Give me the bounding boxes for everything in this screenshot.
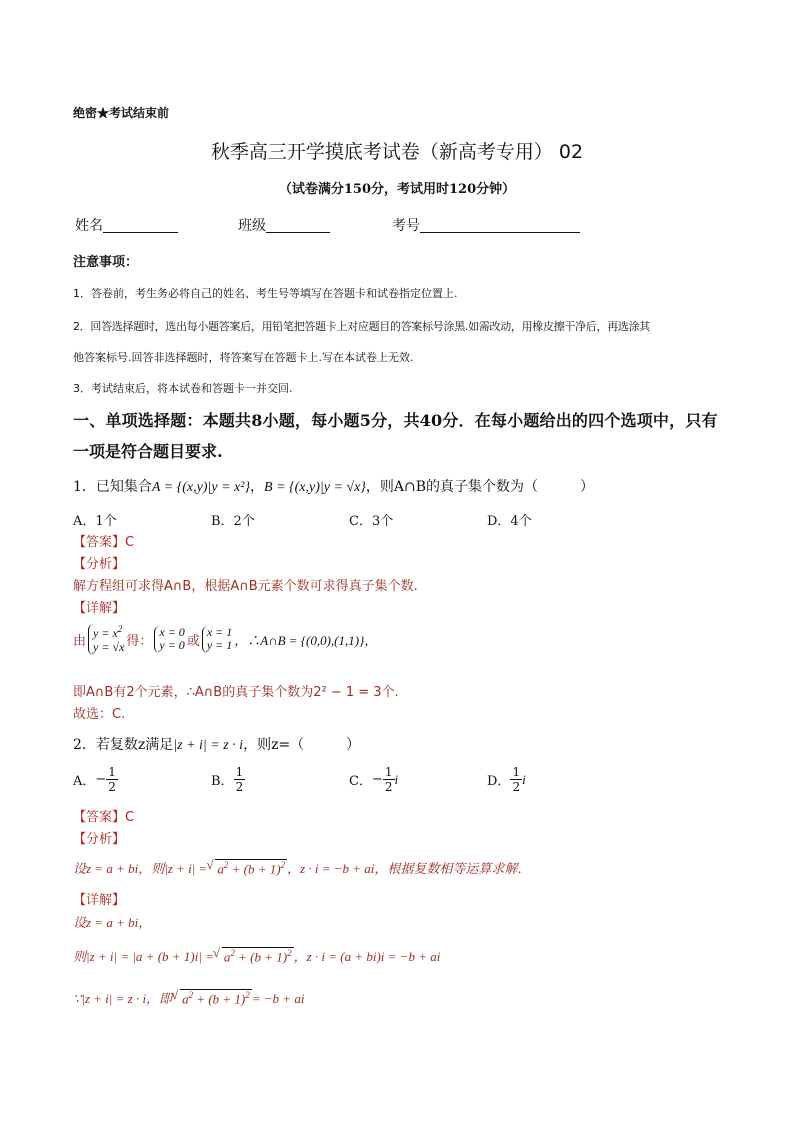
q2-detail-2-sqrt: √ $a^2 + (b + 1)^2$	[222, 947, 294, 965]
q1-analysis: 解方程组可求得A∩B，根据A∩B元素个数可求得真子集个数.	[73, 579, 418, 594]
q1-detail-result: ，∴A∩B = {(0,0),(1,1)}，	[234, 632, 378, 648]
q1-detail-system	[73, 624, 377, 655]
q1-stem: 1．已知集合A = {(x,y)|y = x²}，B = {(x,y)|y = √x}，则A∩B的真子集个数为（ ）	[73, 479, 595, 495]
q2-stem	[73, 734, 360, 754]
q2-option-b-value: $\frac{1}{2}$	[235, 765, 244, 794]
notes-item-2b: 他答案标号.回答非选择题时，将答案写在答题卡上.写在本试卷上无效.	[73, 351, 414, 364]
secret-mark: 绝密★考试结束前	[73, 106, 170, 120]
notes-item-1: 1．答卷前，考生务必将自己的姓名、考生号等填写在答题卡和试卷指定位置上.	[73, 287, 458, 300]
notes-item-2a: 2．回答选择题时，选出每小题答案后，用铅笔把答题卡上对应题目的答案标号涂黑.如需改动，用橡皮擦干净后，再选涂其	[73, 320, 650, 333]
name-label: 姓名	[75, 218, 103, 234]
q1-prefix: 1．已知集合	[73, 479, 152, 495]
class-label: 班级	[238, 218, 266, 234]
name-field[interactable]	[103, 218, 178, 233]
q2-detail-3a: ∵|z + i| = z · i，即	[73, 991, 173, 1006]
q2-option-d-label: D．	[487, 774, 511, 789]
id-field[interactable]	[420, 218, 580, 233]
id-label: 考号	[392, 218, 420, 234]
q2-option-b-label: B．	[211, 774, 234, 789]
q1-suffix: ，则A∩B的真子集个数为（ ）	[365, 479, 595, 495]
notes-item-3: 3．考试结束后，将本试卷和答题卡一并交回.	[73, 382, 293, 395]
class-field[interactable]	[266, 218, 330, 233]
q1-option-c: C．3个	[349, 514, 394, 529]
q1-analysis-label: 【分析】	[73, 557, 126, 572]
q2-detail-3-sqrt: √ $a^2 + (b + 1)^2$	[180, 989, 252, 1007]
q2-stem-prefix: 2．若复数z满足	[73, 737, 174, 753]
q1-detail-or: 或	[186, 633, 200, 649]
section-heading-line2: 一项是符合题目要求.	[73, 442, 223, 461]
section-heading-line1: 一、单项选择题：本题共8小题，每小题5分，共40分．在每小题给出的四个选项中，只有	[73, 411, 718, 430]
q2-analysis-b: ，z · i = −b + ai，根据复数相等运算求解．	[287, 861, 531, 876]
q2-analysis-label: 【分析】	[73, 832, 126, 847]
q2-detail-3b: = −b + ai	[251, 991, 305, 1006]
q2-answer: 【答案】C	[73, 810, 135, 825]
q1-set-b: B = {(x,y)|y = √x}	[264, 480, 366, 495]
q2-option-d-value: $\frac{1}{2}$	[512, 765, 521, 794]
q2-stem-eq: |z + i| = z · i	[173, 738, 244, 753]
q2-analysis-sqrt: √ $a^2 + (b + 1)^2$	[215, 859, 287, 877]
q1-set-a: A = {(x,y)|y = x²}	[151, 480, 251, 495]
name-row	[75, 215, 178, 235]
q2-stem-suffix: ，则z=（ ）	[243, 737, 361, 753]
q2-detail-1: 设z = a + bi，	[73, 915, 152, 930]
q2-option-b	[211, 766, 245, 793]
q2-option-a: A． − $\frac{1}{2}$	[73, 765, 116, 794]
q1-option-b: B．2个	[211, 514, 255, 529]
q1-detail-label: 【详解】	[73, 601, 126, 616]
q1-answer: 【答案】C	[73, 535, 135, 550]
q1-detail-line2: 即A∩B有2个元素，∴A∩B的真子集个数为2² − 1 = 3个.	[73, 685, 399, 700]
q2-option-d: D． $\frac{1}{2}$ i	[487, 765, 526, 794]
notes-heading: 注意事项：	[73, 255, 139, 270]
id-row	[392, 215, 580, 235]
q1-system-3: x = 1 y = 1	[202, 626, 232, 654]
q2-detail-2b: ，z · i = (a + bi)i = −b + ai	[293, 949, 441, 964]
page-title: 秋季高三开学摸底考试卷（新高考专用） 02	[210, 141, 584, 163]
q2-detail-2	[73, 946, 440, 965]
q2-detail-2a: 则|z + i| = |a + (b + 1)i| =	[73, 949, 214, 964]
q1-detail-get: 得：	[126, 633, 153, 649]
class-row	[238, 215, 330, 235]
q1-option-a: A．1个	[73, 514, 117, 529]
q2-option-a-label: A．	[73, 774, 96, 789]
q2-analysis-a: 设z = a + bi，则	[73, 861, 165, 876]
q1-option-d: D．4个	[487, 514, 532, 529]
q2-detail-3	[73, 988, 304, 1007]
q2-analysis: 设z = a + bi，则|z + i| =√ $a^2 + (b + 1)^2$ ，z · i = −b + ai，根据复数相等运算求解．	[73, 858, 530, 877]
q1-detail-line3: 故选：C.	[73, 707, 126, 722]
q2-detail-label: 【详解】	[73, 893, 126, 908]
page-subtitle: （试卷满分150分，考试用时120分钟）	[278, 182, 516, 197]
q2-option-c-value: $\frac{1}{2}$	[384, 765, 393, 794]
q2-option-a-value: $\frac{1}{2}$	[108, 765, 116, 794]
q1-detail-prefix: 由	[73, 633, 87, 649]
q1-system-1: $y = x^2$ y = √x	[88, 624, 124, 655]
q2-option-c: C． − $\frac{1}{2}$ i	[349, 765, 399, 794]
q2-option-c-label: C．	[349, 774, 372, 789]
q1-system-2: x = 0 y = 0	[154, 626, 184, 654]
